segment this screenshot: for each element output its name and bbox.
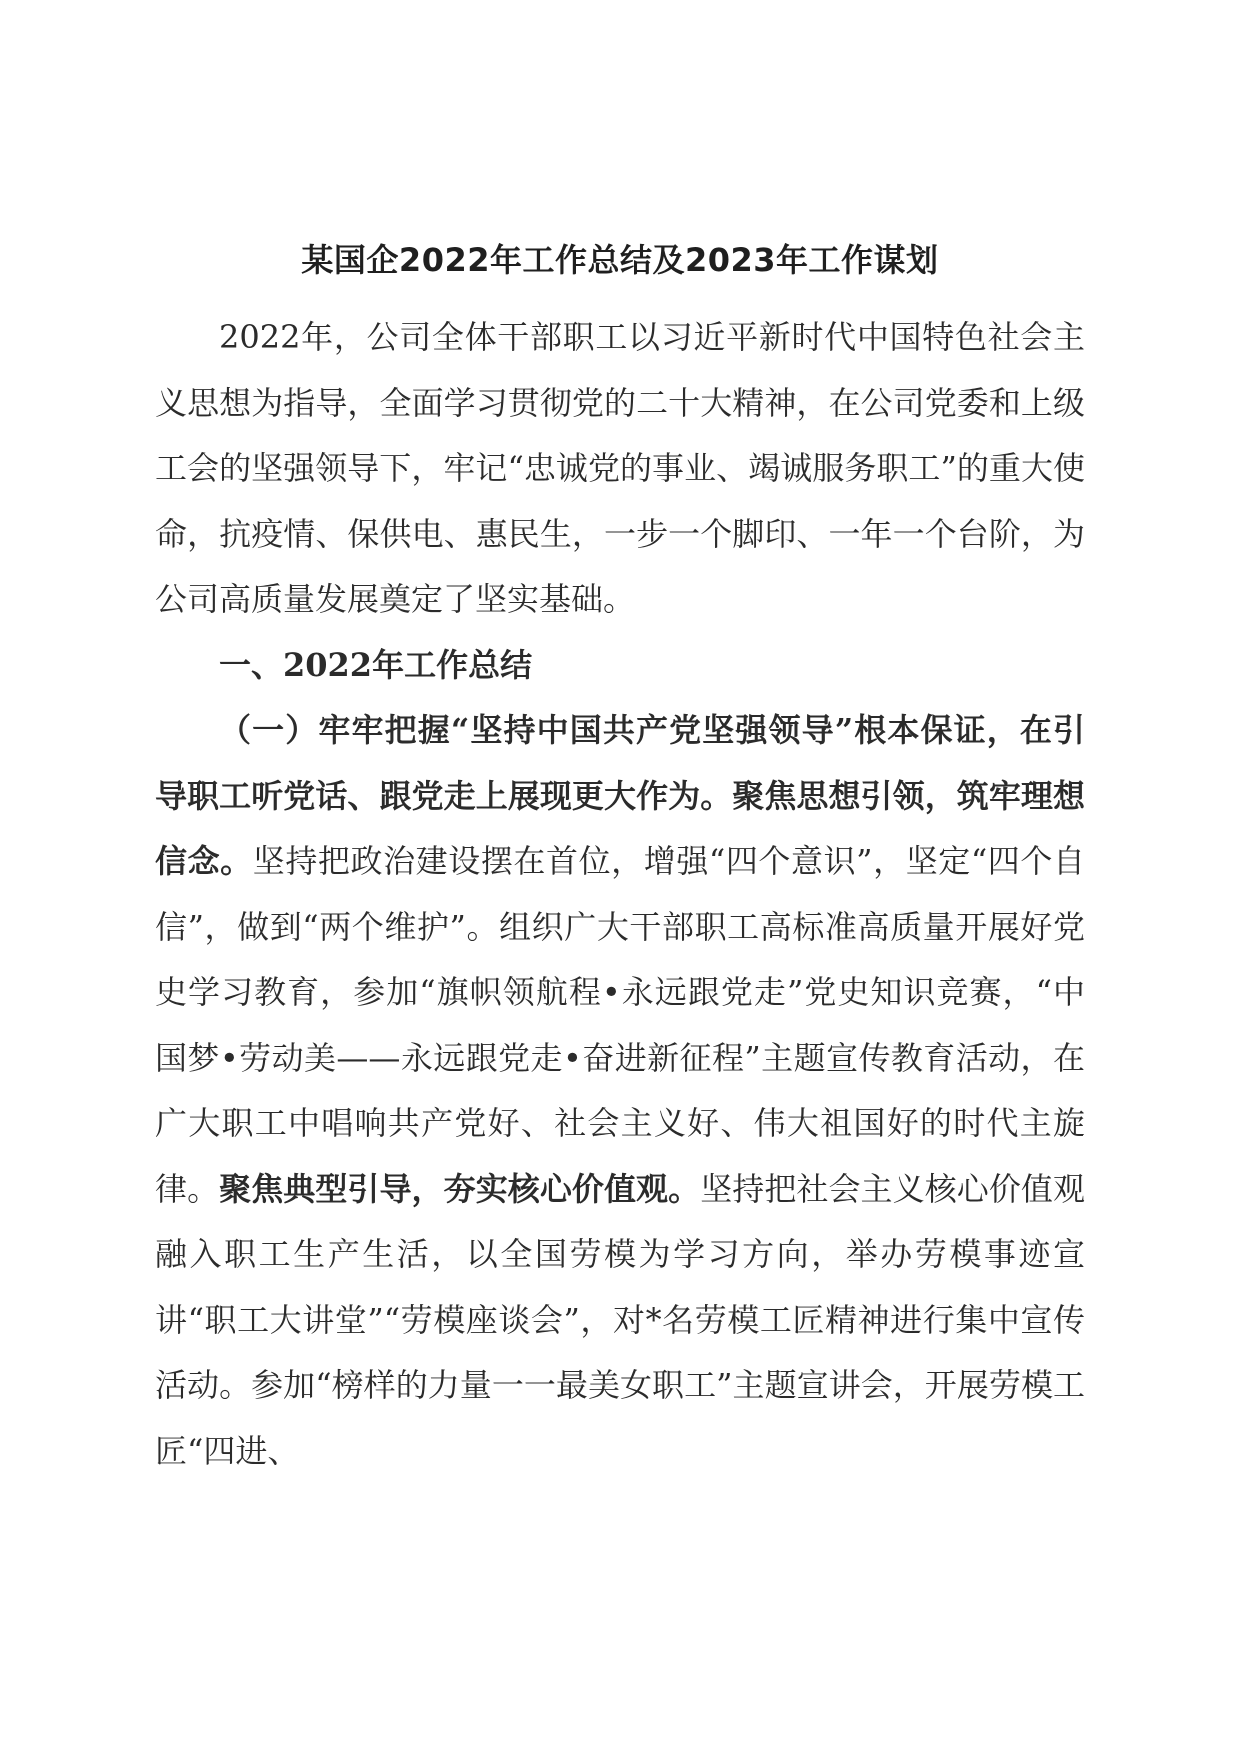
intro-paragraph: 2022年，公司全体干部职工以习近平新时代中国特色社会主义思想为指导，全面学习贯彻党的二十大精神，在公司党委和上级工会的坚强领导下，牢记“忠诚党的事业、竭诚服务职工”的重大使命，抗疫情、保供电、惠民生，一步一个脚印、一年一个台阶，为公司高质量发展奠定了坚实基础。 — [155, 318, 1085, 618]
bold-subheading-text: 聚焦典型引导，夯实核心价值观。 — [219, 1169, 701, 1208]
document-body — [155, 305, 1085, 1484]
bold-lead-text: （一）牢牢把握“坚持中国共产党坚强领导”根本保证，在引导职工听党话、跟党走上展现更大作为。聚焦思想引领，筑牢理想信念。 — [155, 711, 1085, 880]
section-heading: 一、2022年工作总结 — [219, 645, 533, 684]
section-paragraph — [155, 698, 1085, 1484]
paragraph-text: 坚持把政治建设摆在首位，增强“四个意识”，坚定“四个自信”，做到“两个维护”。组织广大干部职工高标准高质量开展好党史学习教育，参加“旗帜领航程•永远跟党走”党史知识竞赛，“中国梦•劳动美——永远跟党走•奋进新征程”主题宣传教育活动，在广大职工中唱响共产党好、社会主义好、伟大祖国好的时代主旋律。 — [155, 842, 1085, 1208]
document-title: 某国企2022年工作总结及2023年工作谋划 — [301, 241, 939, 279]
paragraph-text-continued: 坚持把社会主义核心价值观融入职工生产生活，以全国劳模为学习方向，举办劳模事迹宣讲“职工大讲堂”“劳模座谈会”，对*名劳模工匠精神进行集中宣传活动。参加“榜样的力量一一最美女职工”主题宣讲会，开展劳模工匠“四进、 — [155, 1169, 1085, 1470]
